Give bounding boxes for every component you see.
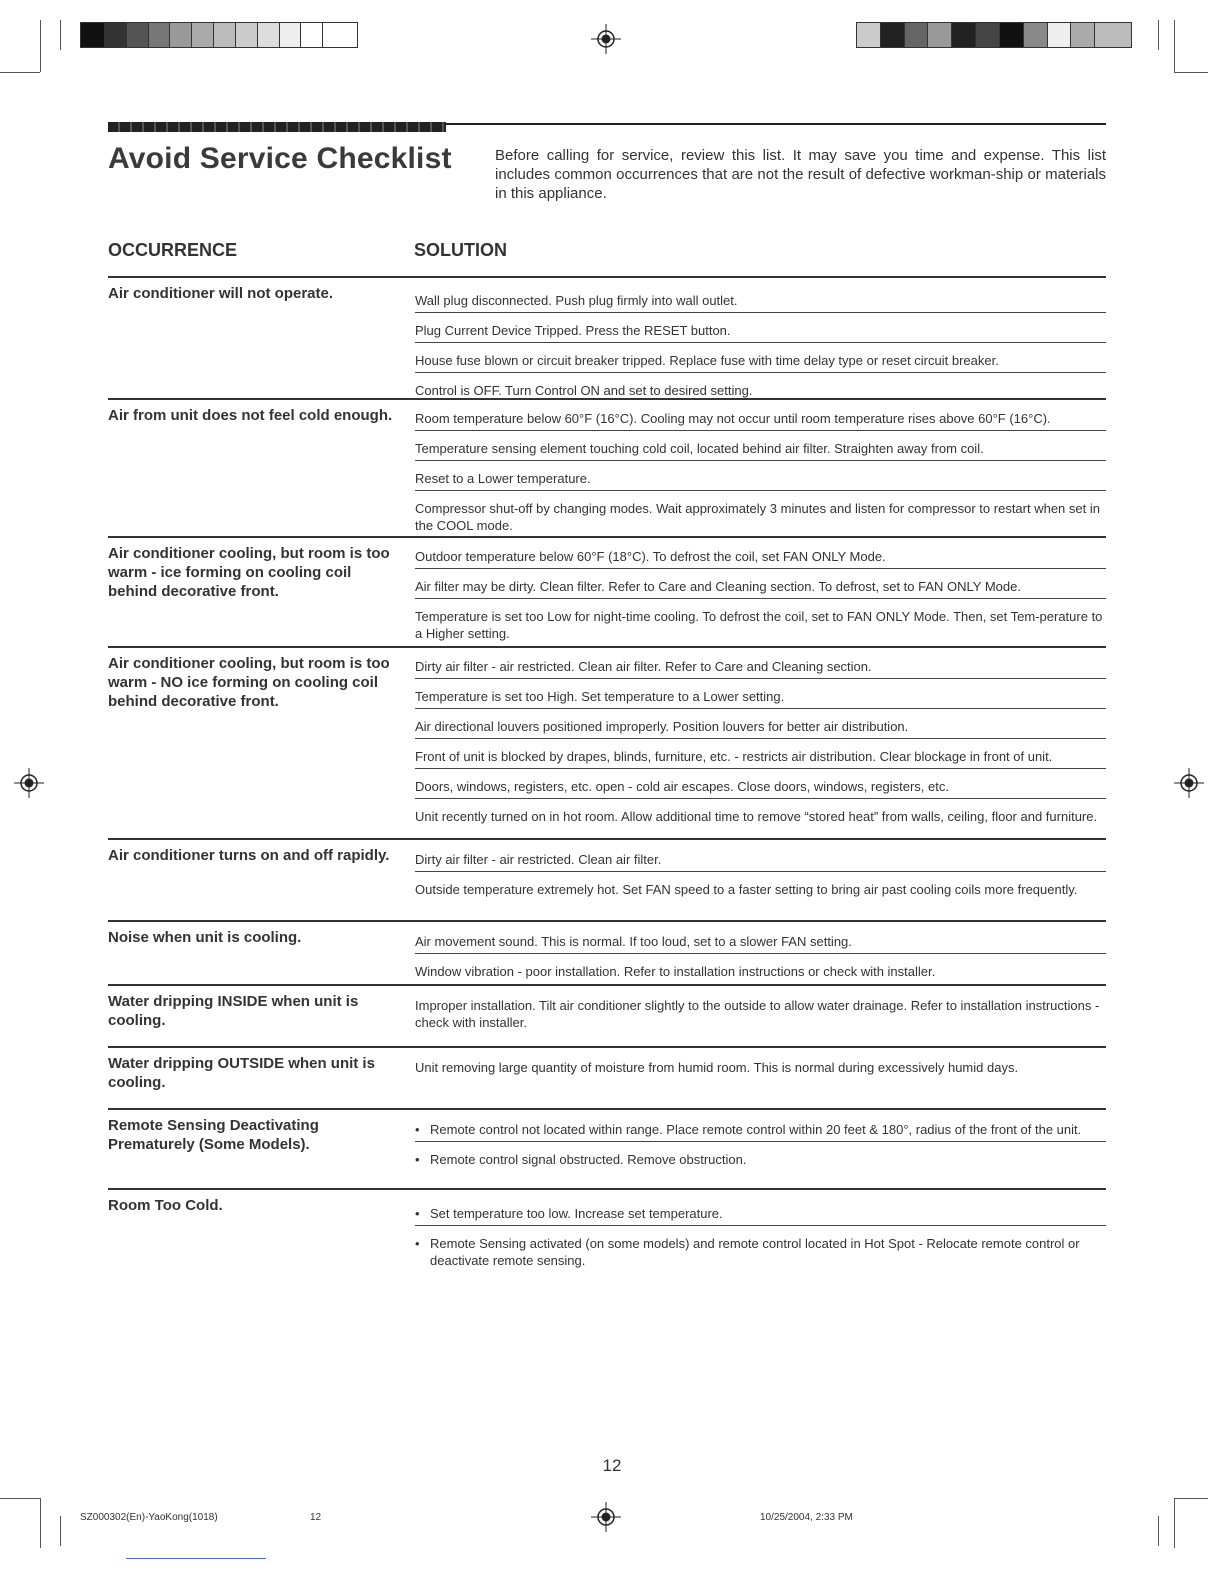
footer-job-id: SZ000302(En)-YaoKong(1018) [80,1512,218,1523]
section-divider [108,1188,1106,1190]
solution-list [415,653,1106,832]
solution-list [415,1200,1106,1276]
color-bar-left [80,22,358,48]
solution-item: Dirty air filter - air restricted. Clean air filter. Refer to Care and Cleaning section. [415,653,1106,679]
solution-list [415,928,1106,987]
solution-list [415,1116,1106,1175]
occurrence-text: Air conditioner will not operate. [108,285,334,302]
solution-item: • Set temperature too low. Increase set temperature. [415,1200,1106,1226]
solution-item: Unit removing large quantity of moisture from humid room. This is normal during excessively humid days. [415,1060,1019,1075]
footer-timestamp: 10/25/2004, 2:33 PM [760,1512,853,1523]
solution-item: Dirty air filter - air restricted. Clean air filter. [415,846,1106,872]
solution-list [415,992,1106,1038]
solution-item: • Remote control signal obstructed. Remove obstruction. [415,1146,1106,1171]
solution-list [415,287,1106,406]
solution-item: Outside temperature extremely hot. Set FAN speed to a faster setting to bring air past cooling coils more frequently. [415,882,1078,897]
header-rule [446,123,1106,125]
solution-column-header: SOLUTION [414,240,507,260]
solution-item: Plug Current Device Tripped. Press the RESET button. [415,317,1106,343]
occurrence-text: Air from unit does not feel cold enough. [108,407,393,424]
solution-item: Unit recently turned on in hot room. Allow additional time to remove “stored heat” from walls, ceiling, floor and furniture. [415,809,1098,824]
solution-item: Air filter may be dirty. Clean filter. Refer to Care and Cleaning section. To defrost, set to FAN ONLY Mode. [415,573,1106,599]
registration-mark-icon [14,768,44,798]
occurrence-text: Water dripping OUTSIDE when unit is cooling. [108,1055,375,1091]
occurrence-column-header: OCCURRENCE [108,240,238,260]
solution-list [415,405,1106,541]
section-divider [108,1046,1106,1048]
section-divider [108,398,1106,400]
solution-item: Control is OFF. Turn Control ON and set to desired setting. [415,383,753,398]
section-divider [108,920,1106,922]
solution-item: Outdoor temperature below 60°F (18°C). To defrost the coil, set FAN ONLY Mode. [415,543,1106,569]
header-band [108,122,446,132]
solution-item: House fuse blown or circuit breaker tripped. Replace fuse with time delay type or reset circuit breaker. [415,347,1106,373]
color-bar-right [856,22,1132,48]
footer-page: 12 [310,1512,322,1523]
occurrence-text: Remote Sensing Deactivating Prematurely (Some Models). [108,1117,319,1153]
solution-item: Compressor shut-off by changing modes. Wait approximately 3 minutes and listen for compressor to restart when set in the COOL mode. [415,501,1100,533]
solution-item: • Remote control not located within range. Place remote control within 20 feet & 180°, radius of the front of the unit. [415,1116,1106,1142]
page-number: 12 [602,1456,622,1475]
occurrence-text: Air conditioner cooling, but room is too warm - ice forming on cooling coil behind decorative front. [108,545,390,600]
page-title: Avoid Service Checklist [108,142,452,175]
solution-list [415,1054,1106,1083]
registration-mark-icon [1174,768,1204,798]
occurrence-text: Room Too Cold. [108,1197,223,1214]
section-divider [108,838,1106,840]
solution-item: Window vibration - poor installation. Refer to installation instructions or check with installer. [415,964,936,979]
solution-item: Air movement sound. This is normal. If too loud, set to a slower FAN setting. [415,928,1106,954]
solution-item: Doors, windows, registers, etc. open - cold air escapes. Close doors, windows, registers, etc. [415,773,1106,799]
solution-item: Temperature is set too Low for night-time cooling. To defrost the coil, set to FAN ONLY Mode. Then, set Tem-perature to a Higher setting. [415,609,1103,641]
section-divider [108,984,1106,986]
solution-item: • Remote Sensing activated (on some models) and remote control located in Hot Spot - Relocate remote control or deactivate remote sensing. [415,1230,1106,1272]
solution-item: Reset to a Lower temperature. [415,465,1106,491]
section-divider [108,1108,1106,1110]
occurrence-text: Air conditioner turns on and off rapidly. [108,847,390,864]
solution-list [415,846,1106,905]
solution-item: Improper installation. Tilt air conditioner slightly to the outside to allow water drainage. Refer to installation instructions - check with installer. [415,998,1100,1030]
occurrence-text: Water dripping INSIDE when unit is cooling. [108,993,359,1029]
solution-item: Front of unit is blocked by drapes, blinds, furniture, etc. - restricts air distribution. Clear blockage in front of unit. [415,743,1106,769]
solution-item: Wall plug disconnected. Push plug firmly into wall outlet. [415,287,1106,313]
section-divider [108,646,1106,648]
solution-item: Room temperature below 60°F (16°C). Cooling may not occur until room temperature rises above 60°F (16°C). [415,405,1106,431]
solution-list [415,543,1106,649]
section-divider [108,276,1106,278]
intro-text: Before calling for service, review this list. It may save you time and expense. This list includes common occurrences that are not the result of defective workman-ship or materials in this appliance. [495,147,1106,202]
solution-item: Temperature sensing element touching cold coil, located behind air filter. Straighten away from coil. [415,435,1106,461]
registration-mark-icon [591,24,621,54]
solution-item: Air directional louvers positioned improperly. Position louvers for better air distribution. [415,713,1106,739]
occurrence-text: Noise when unit is cooling. [108,929,302,946]
registration-mark-icon [591,1502,621,1532]
occurrence-text: Air conditioner cooling, but room is too warm - NO ice forming on cooling coil behind decorative front. [108,655,390,710]
section-divider [108,536,1106,538]
footer-link-underline [126,1558,266,1559]
solution-item: Temperature is set too High. Set temperature to a Lower setting. [415,683,1106,709]
